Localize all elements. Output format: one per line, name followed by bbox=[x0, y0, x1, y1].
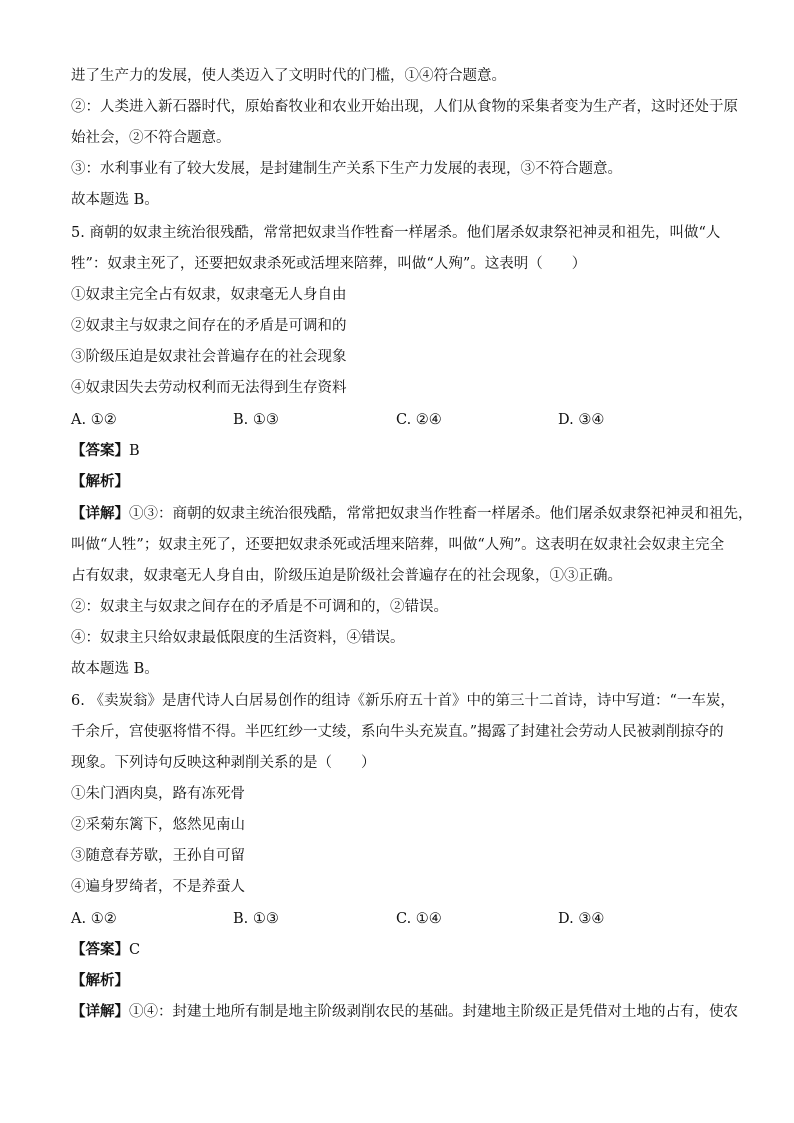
text-line: 故本题选 B。 bbox=[71, 192, 159, 208]
question-5-stem: 牲”：奴隶主死了，还要把奴隶杀死或活埋来陪葬，叫做“人殉”。这表明（ ） bbox=[71, 256, 587, 272]
detail-text: ④：奴隶主只给奴隶最低限度的生活资料，④错误。 bbox=[71, 630, 405, 646]
option-c: C. ①④ bbox=[396, 911, 442, 927]
question-6-stem: 现象。下列诗句反映这种剥削关系的是（ ） bbox=[71, 755, 376, 771]
detail-text: ①④：封建土地所有制是地主阶级剥削农民的基础。封建地主阶级正是凭借对土地的占有，使农 bbox=[129, 1004, 738, 1020]
detail-text: 叫做“人牲”；奴隶主死了，还要把奴隶杀死或活埋来陪葬，叫做“人殉”。这表明在奴隶社会奴隶主完全 bbox=[71, 537, 725, 553]
question-6-stem: 6. 《卖炭翁》是唐代诗人白居易创作的组诗《新乐府五十首》中的第三十二首诗，诗中写道：“一车炭， bbox=[71, 693, 735, 709]
detail-text: 故本题选 B。 bbox=[71, 661, 159, 677]
question-6-stem: 千余斤，宫使驱将惜不得。半匹红纱一丈绫，系向牛头充炭直。”揭露了封建社会劳动人民被剥削掠夺的 bbox=[71, 724, 724, 740]
answer-tag: 【答案】 bbox=[71, 941, 129, 958]
statement-item: ①奴隶主完全占有奴隶，奴隶毫无人身自由 bbox=[71, 287, 347, 303]
detail-tag: 【详解】 bbox=[71, 1003, 129, 1020]
analysis-tag: 【解析】 bbox=[71, 972, 129, 989]
statement-item: ④遍身罗绮者，不是养蚕人 bbox=[71, 879, 245, 895]
detail-text: 占有奴隶，奴隶毫无人身自由，阶级压迫是阶级社会普遍存在的社会现象，①③正确。 bbox=[71, 568, 622, 584]
option-b: B. ①③ bbox=[233, 412, 279, 428]
answer-value: C bbox=[129, 942, 141, 958]
statement-item: ①朱门酒肉臭，路有冻死骨 bbox=[71, 786, 245, 802]
answer-line bbox=[71, 940, 731, 960]
text-line: 进了生产力的发展，使人类迈入了文明时代的门槛，①④符合题意。 bbox=[71, 68, 506, 84]
detail-tag: 【详解】 bbox=[71, 505, 129, 522]
question-5-stem: 5. 商朝的奴隶主统治很残酷，常常把奴隶当作牲畜一样屠杀。他们屠杀奴隶祭祀神灵和祖先，叫做“人 bbox=[71, 225, 721, 241]
detail-line bbox=[71, 1002, 738, 1022]
answer-line bbox=[71, 441, 731, 461]
text-line: 始社会，②不符合题意。 bbox=[71, 130, 231, 146]
answer-value: B bbox=[129, 443, 140, 459]
option-a: A. ①② bbox=[71, 412, 117, 428]
detail-line bbox=[71, 504, 753, 524]
detail-text: ①③：商朝的奴隶主统治很残酷，常常把奴隶当作牲畜一样屠杀。他们屠杀奴隶祭祀神灵和祖先， bbox=[129, 506, 753, 522]
statement-item: ②采菊东篱下，悠然见南山 bbox=[71, 817, 245, 833]
detail-text: ②：奴隶主与奴隶之间存在的矛盾是不可调和的，②错误。 bbox=[71, 599, 448, 615]
analysis-tag: 【解析】 bbox=[71, 473, 129, 490]
answer-tag: 【答案】 bbox=[71, 442, 129, 459]
option-b: B. ①③ bbox=[233, 911, 279, 927]
option-c: C. ②④ bbox=[396, 412, 442, 428]
option-d: D. ③④ bbox=[558, 911, 605, 927]
statement-item: ③随意春芳歇，王孙自可留 bbox=[71, 848, 245, 864]
statement-item: ③阶级压迫是奴隶社会普遍存在的社会现象 bbox=[71, 349, 347, 365]
text-line: ②：人类进入新石器时代，原始畜牧业和农业开始出现，人们从食物的采集者变为生产者，这时还处于原 bbox=[71, 99, 738, 115]
statement-item: ②奴隶主与奴隶之间存在的矛盾是可调和的 bbox=[71, 318, 347, 334]
text-line: ③：水利事业有了较大发展，是封建制生产关系下生产力发展的表现，③不符合题意。 bbox=[71, 161, 622, 177]
option-a: A. ①② bbox=[71, 911, 117, 927]
statement-item: ④奴隶因失去劳动权利而无法得到生存资料 bbox=[71, 380, 347, 396]
option-d: D. ③④ bbox=[558, 412, 605, 428]
